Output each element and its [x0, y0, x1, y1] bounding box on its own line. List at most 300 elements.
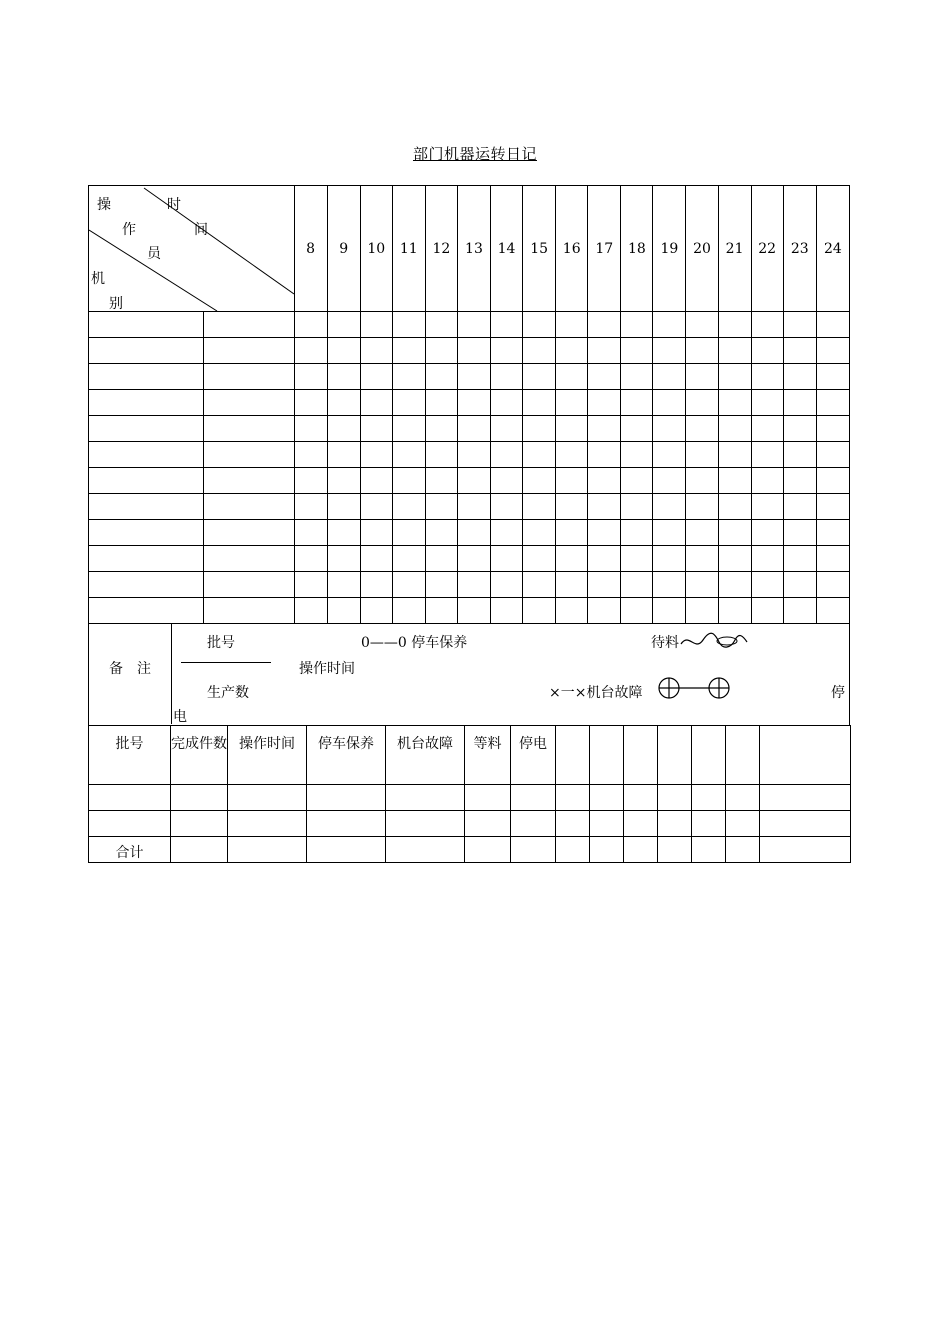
grid-row: [89, 546, 850, 572]
hour-slot-cell: [327, 468, 360, 494]
hour-slot-cell: [588, 390, 621, 416]
summary-cell: [760, 811, 851, 837]
hour-slot-cell: [327, 416, 360, 442]
hour-slot-cell: [457, 416, 490, 442]
hour-slot-cell: [491, 546, 523, 572]
hour-slot-cell: [425, 598, 457, 624]
hour-slot-cell: [457, 390, 490, 416]
hour-slot-cell: [294, 390, 327, 416]
hour-slot-cell: [360, 442, 392, 468]
corner-label-bie: 别: [109, 296, 123, 312]
hour-slot-cell: [686, 494, 718, 520]
hour-slot-cell: [816, 494, 849, 520]
hour-slot-cell: [491, 494, 523, 520]
machine-hours-table: [88, 185, 850, 624]
hour-slot-cell: [653, 494, 686, 520]
hour-slot-cell: [686, 364, 718, 390]
hour-slot-cell: [783, 390, 816, 416]
summary-cell: [171, 837, 228, 863]
grid-row: [89, 494, 850, 520]
summary-cell: [624, 785, 658, 811]
hour-cell: 24: [816, 186, 849, 312]
hour-slot-cell: [653, 598, 686, 624]
summary-header-cell: [658, 726, 692, 785]
hour-slot-cell: [816, 572, 849, 598]
hour-slot-cell: [653, 520, 686, 546]
hour-slot-cell: [621, 572, 653, 598]
hour-slot-cell: [392, 416, 425, 442]
hour-cell: 13: [457, 186, 490, 312]
hour-slot-cell: [653, 364, 686, 390]
summary-cell: [760, 785, 851, 811]
hour-cell: 16: [556, 186, 588, 312]
hour-slot-cell: [621, 338, 653, 364]
hour-slot-cell: [457, 598, 490, 624]
hour-slot-cell: [653, 572, 686, 598]
hour-slot-cell: [653, 468, 686, 494]
summary-table: [88, 725, 851, 863]
hour-slot-cell: [556, 364, 588, 390]
hour-slot-cell: [360, 390, 392, 416]
hour-slot-cell: [588, 572, 621, 598]
hour-slot-cell: [588, 312, 621, 338]
hour-slot-cell: [621, 416, 653, 442]
hour-slot-cell: [327, 572, 360, 598]
hour-slot-cell: [556, 390, 588, 416]
summary-cell: [624, 811, 658, 837]
hour-slot-cell: [621, 390, 653, 416]
summary-cell: [228, 837, 307, 863]
machine-cell: [89, 546, 204, 572]
hour-slot-cell: [392, 546, 425, 572]
hour-slot-cell: [392, 312, 425, 338]
hour-slot-cell: [294, 312, 327, 338]
corner-label-zuo: 作: [122, 222, 136, 238]
hour-slot-cell: [491, 390, 523, 416]
hour-slot-cell: [621, 442, 653, 468]
operator-cell: [204, 442, 294, 468]
hour-slot-cell: [751, 520, 783, 546]
hour-slot-cell: [392, 572, 425, 598]
summary-cell: [658, 785, 692, 811]
hour-slot-cell: [751, 364, 783, 390]
summary-header-cell: [590, 726, 624, 785]
summary-total-row: [89, 837, 851, 863]
summary-cell: [386, 811, 465, 837]
hour-slot-cell: [327, 312, 360, 338]
hour-slot-cell: [294, 364, 327, 390]
machine-cell: [89, 390, 204, 416]
hour-slot-cell: [686, 390, 718, 416]
hour-cell: 18: [621, 186, 653, 312]
hour-slot-cell: [653, 416, 686, 442]
hour-slot-cell: [457, 494, 490, 520]
hour-slot-cell: [718, 390, 751, 416]
hour-slot-cell: [294, 416, 327, 442]
hour-slot-cell: [457, 312, 490, 338]
hour-slot-cell: [718, 416, 751, 442]
hour-slot-cell: [457, 546, 490, 572]
hour-slot-cell: [425, 442, 457, 468]
hour-slot-cell: [621, 520, 653, 546]
hour-slot-cell: [718, 572, 751, 598]
hour-slot-cell: [718, 520, 751, 546]
hour-slot-cell: [425, 364, 457, 390]
hour-slot-cell: [294, 442, 327, 468]
hour-cell: 11: [392, 186, 425, 312]
hour-slot-cell: [751, 338, 783, 364]
hour-slot-cell: [491, 572, 523, 598]
hour-slot-cell: [783, 546, 816, 572]
hour-slot-cell: [621, 364, 653, 390]
hour-slot-cell: [588, 416, 621, 442]
hour-slot-cell: [783, 572, 816, 598]
hour-slot-cell: [360, 572, 392, 598]
hour-slot-cell: [556, 494, 588, 520]
hour-slot-cell: [392, 598, 425, 624]
corner-label-ji: 机: [91, 271, 105, 287]
hour-slot-cell: [718, 598, 751, 624]
hour-slot-cell: [588, 494, 621, 520]
hour-slot-cell: [360, 598, 392, 624]
summary-cell: [658, 811, 692, 837]
hour-slot-cell: [425, 312, 457, 338]
summary-header-cell: [760, 726, 851, 785]
hour-slot-cell: [425, 494, 457, 520]
hour-slot-cell: [425, 546, 457, 572]
grid-row: [89, 416, 850, 442]
hour-slot-cell: [653, 546, 686, 572]
hour-slot-cell: [425, 338, 457, 364]
summary-header-row: [89, 726, 851, 785]
hour-slot-cell: [686, 546, 718, 572]
summary-header-cell: [692, 726, 726, 785]
operator-cell: [204, 494, 294, 520]
hour-slot-cell: [588, 546, 621, 572]
grid-row: [89, 572, 850, 598]
hour-slot-cell: [360, 468, 392, 494]
machine-cell: [89, 494, 204, 520]
hour-cell: 15: [523, 186, 556, 312]
hour-header-row: [89, 186, 850, 312]
hour-slot-cell: [816, 520, 849, 546]
hour-slot-cell: [360, 364, 392, 390]
hour-slot-cell: [686, 520, 718, 546]
hour-slot-cell: [556, 520, 588, 546]
hour-slot-cell: [360, 494, 392, 520]
hour-slot-cell: [491, 312, 523, 338]
hour-slot-cell: [491, 338, 523, 364]
hour-slot-cell: [621, 546, 653, 572]
summary-header-cell: [556, 726, 590, 785]
summary-total-label: 合计: [89, 837, 171, 863]
hour-slot-cell: [588, 468, 621, 494]
hour-slot-cell: [556, 572, 588, 598]
hour-slot-cell: [783, 520, 816, 546]
operator-cell: [204, 390, 294, 416]
waiting-squiggle-icon: [679, 630, 749, 652]
hour-slot-cell: [392, 338, 425, 364]
hour-cell: 12: [425, 186, 457, 312]
hour-slot-cell: [751, 442, 783, 468]
hour-slot-cell: [816, 364, 849, 390]
summary-cell: [658, 837, 692, 863]
hour-slot-cell: [556, 442, 588, 468]
operator-cell: [204, 546, 294, 572]
notes-waiting: 待料: [651, 635, 679, 651]
hour-slot-cell: [491, 520, 523, 546]
hour-slot-cell: [816, 390, 849, 416]
hour-slot-cell: [621, 468, 653, 494]
hour-slot-cell: [783, 364, 816, 390]
hour-slot-cell: [360, 416, 392, 442]
summary-header-cell: [624, 726, 658, 785]
summary-cell: [89, 811, 171, 837]
hour-slot-cell: [556, 338, 588, 364]
hour-cell: 9: [327, 186, 360, 312]
hour-slot-cell: [327, 442, 360, 468]
summary-cell: [556, 785, 590, 811]
grid-row: [89, 468, 850, 494]
summary-cell: [386, 837, 465, 863]
hour-slot-cell: [360, 546, 392, 572]
hour-slot-cell: [686, 572, 718, 598]
hour-slot-cell: [294, 494, 327, 520]
hour-slot-cell: [816, 442, 849, 468]
hour-slot-cell: [425, 572, 457, 598]
hour-slot-cell: [751, 416, 783, 442]
page-title: 部门机器运转日记: [412, 145, 537, 163]
summary-cell: [465, 785, 511, 811]
notes-operation-time: 操作时间: [299, 661, 355, 677]
hour-slot-cell: [653, 390, 686, 416]
summary-cell: [726, 811, 760, 837]
hour-slot-cell: [294, 468, 327, 494]
hour-slot-cell: [491, 468, 523, 494]
hour-slot-cell: [588, 598, 621, 624]
operator-cell: [204, 416, 294, 442]
notes-production: 生产数: [207, 685, 249, 701]
hour-slot-cell: [653, 442, 686, 468]
hour-slot-cell: [523, 416, 556, 442]
summary-cell: [692, 837, 726, 863]
hour-slot-cell: [523, 468, 556, 494]
hour-cell: 22: [751, 186, 783, 312]
hour-slot-cell: [392, 468, 425, 494]
notes-block: [88, 624, 850, 726]
hour-cell: 14: [491, 186, 523, 312]
summary-cell: [692, 811, 726, 837]
hour-slot-cell: [327, 598, 360, 624]
hour-slot-cell: [718, 494, 751, 520]
hour-slot-cell: [457, 338, 490, 364]
hour-slot-cell: [523, 598, 556, 624]
summary-header-cell: 停电: [511, 726, 556, 785]
hour-slot-cell: [751, 468, 783, 494]
hour-slot-cell: [751, 494, 783, 520]
hour-slot-cell: [327, 546, 360, 572]
hour-slot-cell: [523, 338, 556, 364]
notes-divider: [171, 624, 172, 724]
machine-cell: [89, 442, 204, 468]
summary-cell: [511, 785, 556, 811]
hour-slot-cell: [686, 468, 718, 494]
hour-slot-cell: [425, 390, 457, 416]
hour-slot-cell: [751, 312, 783, 338]
machine-cell: [89, 520, 204, 546]
hour-slot-cell: [686, 442, 718, 468]
hour-slot-cell: [588, 442, 621, 468]
summary-cell: [511, 837, 556, 863]
summary-cell: [228, 811, 307, 837]
hour-slot-cell: [523, 494, 556, 520]
summary-cell: [556, 837, 590, 863]
hour-slot-cell: [783, 442, 816, 468]
grid-row: [89, 364, 850, 390]
hour-cell: 8: [294, 186, 327, 312]
hour-slot-cell: [816, 468, 849, 494]
hour-slot-cell: [327, 520, 360, 546]
hour-slot-cell: [523, 546, 556, 572]
summary-cell: [726, 785, 760, 811]
summary-header-cell: 完成件数: [171, 726, 228, 785]
hour-slot-cell: [621, 598, 653, 624]
hour-slot-cell: [392, 520, 425, 546]
notes-batch: 批号: [207, 635, 235, 651]
summary-cell: [89, 785, 171, 811]
summary-header-cell: 等料: [465, 726, 511, 785]
grid-row: [89, 338, 850, 364]
hour-slot-cell: [523, 312, 556, 338]
operator-cell: [204, 520, 294, 546]
hour-cell: 21: [718, 186, 751, 312]
summary-cell: [171, 811, 228, 837]
summary-cell: [511, 811, 556, 837]
hour-slot-cell: [686, 416, 718, 442]
hour-slot-cell: [556, 416, 588, 442]
summary-cell: [590, 785, 624, 811]
hour-slot-cell: [425, 520, 457, 546]
hour-slot-cell: [294, 338, 327, 364]
grid-row: [89, 520, 850, 546]
machine-cell: [89, 338, 204, 364]
hour-slot-cell: [556, 468, 588, 494]
summary-cell: [307, 837, 386, 863]
hour-slot-cell: [523, 572, 556, 598]
summary-header-cell: 停车保养: [307, 726, 386, 785]
hour-slot-cell: [523, 390, 556, 416]
operator-cell: [204, 468, 294, 494]
hour-slot-cell: [327, 364, 360, 390]
hour-slot-cell: [392, 390, 425, 416]
machine-cell: [89, 364, 204, 390]
grid-body: [89, 312, 850, 624]
grid-row: [89, 442, 850, 468]
summary-cell: [386, 785, 465, 811]
notes-maintenance: 0——0 停车保养: [361, 635, 468, 651]
hour-slot-cell: [327, 338, 360, 364]
hour-slot-cell: [425, 416, 457, 442]
hour-slot-cell: [686, 312, 718, 338]
hour-slot-cell: [457, 520, 490, 546]
operator-cell: [204, 572, 294, 598]
hour-slot-cell: [718, 546, 751, 572]
summary-header-cell: 批号: [89, 726, 171, 785]
hour-cell: 10: [360, 186, 392, 312]
hour-slot-cell: [816, 312, 849, 338]
corner-label-cao: 操: [97, 197, 111, 213]
hour-slot-cell: [718, 364, 751, 390]
hour-slot-cell: [718, 312, 751, 338]
hour-slot-cell: [816, 546, 849, 572]
summary-cell: [307, 811, 386, 837]
hour-slot-cell: [816, 338, 849, 364]
operator-cell: [204, 312, 294, 338]
hour-slot-cell: [425, 468, 457, 494]
hour-slot-cell: [783, 468, 816, 494]
hour-cell: 20: [686, 186, 718, 312]
hour-slot-cell: [392, 364, 425, 390]
summary-header-cell: 机台故障: [386, 726, 465, 785]
summary-cell: [760, 837, 851, 863]
hour-slot-cell: [360, 312, 392, 338]
hour-slot-cell: [686, 338, 718, 364]
hour-slot-cell: [621, 312, 653, 338]
hour-slot-cell: [491, 442, 523, 468]
hour-slot-cell: [523, 520, 556, 546]
summary-cell: [556, 811, 590, 837]
hour-slot-cell: [783, 598, 816, 624]
summary-cell: [465, 811, 511, 837]
hour-slot-cell: [751, 546, 783, 572]
summary-header-cell: 操作时间: [228, 726, 307, 785]
notes-power-outage-b: 电: [173, 709, 187, 725]
hour-slot-cell: [718, 468, 751, 494]
hour-slot-cell: [360, 338, 392, 364]
summary-row: [89, 785, 851, 811]
machine-cell: [89, 598, 204, 624]
summary-cell: [465, 837, 511, 863]
hour-slot-cell: [751, 390, 783, 416]
hour-slot-cell: [523, 364, 556, 390]
corner-label-shi: 时: [167, 197, 181, 213]
hour-slot-cell: [718, 442, 751, 468]
hour-slot-cell: [457, 572, 490, 598]
hour-slot-cell: [556, 598, 588, 624]
hour-slot-cell: [588, 520, 621, 546]
hour-slot-cell: [653, 312, 686, 338]
summary-cell: [590, 837, 624, 863]
hour-slot-cell: [491, 364, 523, 390]
hour-slot-cell: [457, 364, 490, 390]
hour-slot-cell: [457, 468, 490, 494]
machine-cell: [89, 312, 204, 338]
power-outage-symbol-icon: [655, 676, 735, 702]
hour-slot-cell: [686, 598, 718, 624]
hour-slot-cell: [653, 338, 686, 364]
summary-cell: [228, 785, 307, 811]
operator-cell: [204, 598, 294, 624]
grid-row: [89, 598, 850, 624]
hour-slot-cell: [588, 364, 621, 390]
corner-label-jian: 间: [194, 222, 208, 238]
operator-cell: [204, 364, 294, 390]
grid-row: [89, 312, 850, 338]
machine-cell: [89, 416, 204, 442]
hour-slot-cell: [294, 520, 327, 546]
hour-slot-cell: [556, 546, 588, 572]
hour-slot-cell: [294, 546, 327, 572]
